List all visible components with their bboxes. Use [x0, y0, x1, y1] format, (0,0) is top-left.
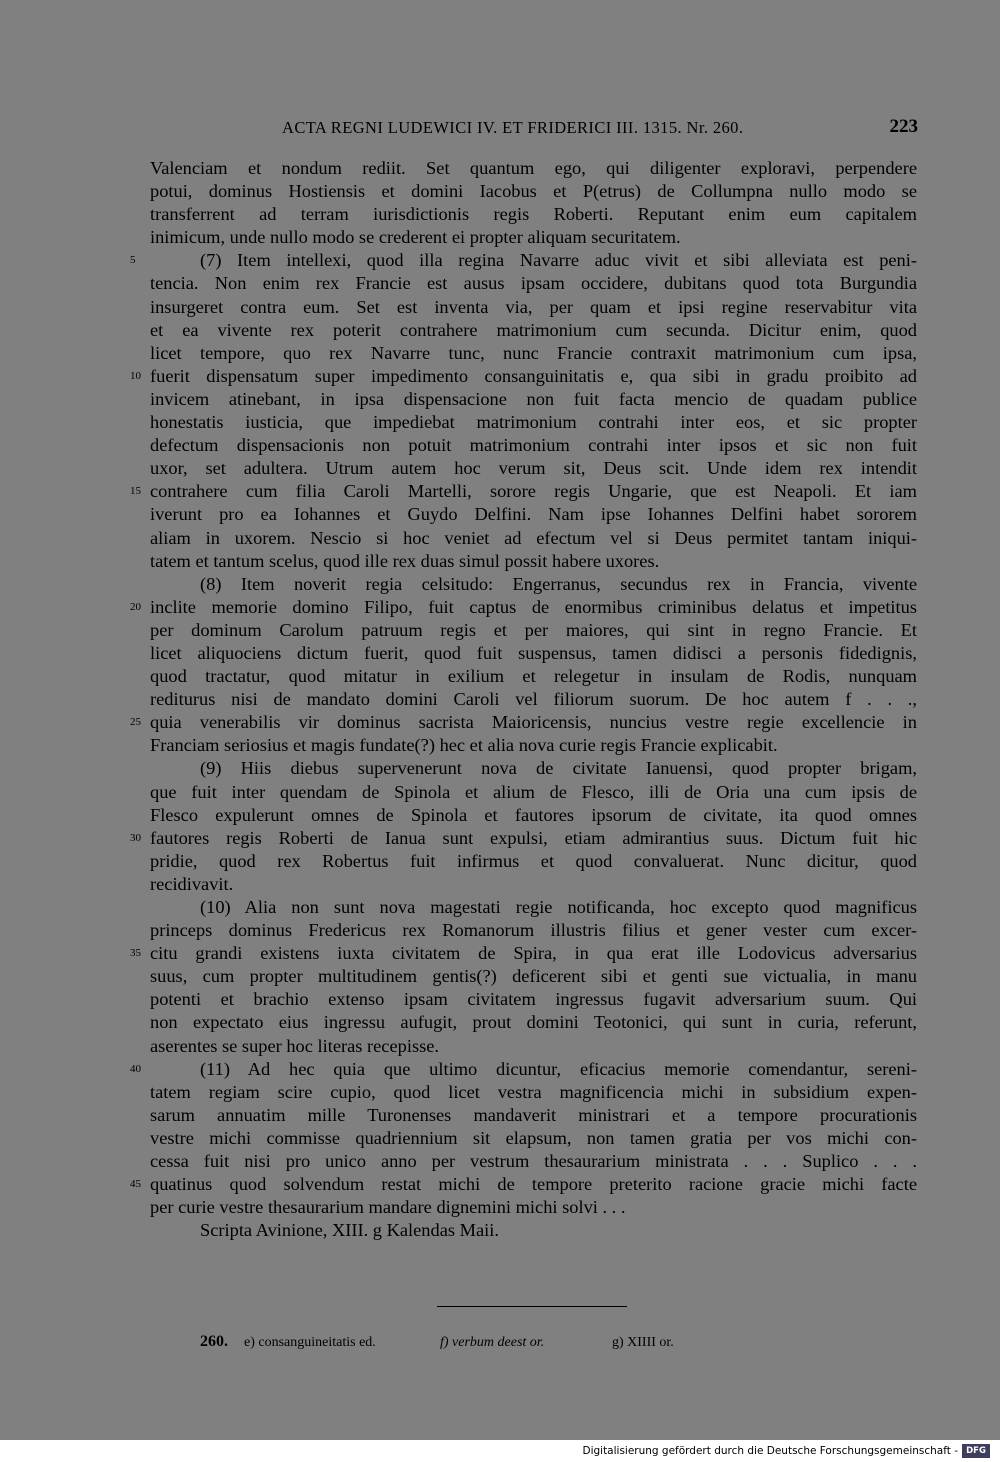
text-line [150, 1127, 917, 1150]
line-text: tatem et tantum scelus, quod ille rex duas simul possit habere uxores. [150, 550, 660, 571]
line-text: et ea vivente rex poterit contrahere matrimonium cum secunda. Dicitur enim, quod [150, 319, 917, 340]
line-text: tencia. Non enim rex Francie est ausus ipsam occidere, dubitans quod tota Burgundia [150, 273, 917, 294]
text-line [150, 1196, 917, 1219]
text-line [130, 942, 917, 965]
text-line [150, 850, 917, 873]
text-line [150, 272, 917, 295]
text-line [150, 573, 917, 596]
text-line [150, 457, 917, 480]
text-line [130, 711, 917, 734]
text-line [150, 619, 917, 642]
text-line [150, 757, 917, 780]
text-line [150, 411, 917, 434]
digitization-notice: Digitalisierung gefördert durch die Deutsche Forschungsgemeinschaft - [582, 1445, 958, 1457]
text-line [150, 1219, 917, 1242]
text-line [130, 480, 917, 503]
line-text: non expectato eius ingressu aufugit, prout domini Teotonici, qui sunt in curia, referunt, [150, 1012, 917, 1033]
text-line [150, 180, 917, 203]
text-line [150, 896, 917, 919]
text-line [130, 1058, 917, 1081]
text-line [150, 1081, 917, 1104]
line-text: Flesco expulerunt omnes de Spinola et fautores ipsorum de civitate, ita quod omnes [150, 804, 917, 825]
line-text: quod tractatur, quod mitatur in exilium et relegetur in insulam de Rodis, nunquam [150, 666, 917, 687]
line-number: 15 [130, 485, 141, 498]
text-line [150, 503, 917, 526]
text-line [150, 157, 917, 180]
line-text: honestatis iusticia, que impediebat matrimonium contrahi inter eos, et sic propter [150, 412, 917, 433]
text-line [150, 919, 917, 942]
line-text: cessa fuit nisi pro unico anno per vestrum thesaurarium ministrata . . . Suplico . . . [150, 1151, 917, 1172]
line-text: recidivavit. [150, 873, 234, 894]
line-text: (10) Alia non sunt nova magestati regie notificanda, hoc excepto quod magnificus [200, 897, 917, 917]
line-text: (11) Ad hec quia que ultimo dicuntur, eficacius memorie comendantur, sereni- [200, 1058, 917, 1079]
line-text: vestre michi commisse quadriennium sit elapsum, non tamen gratia per vos michi con- [150, 1127, 917, 1148]
footer [0, 1440, 1000, 1462]
text-line [130, 365, 917, 388]
line-text: rediturus nisi de mandato domini Caroli vel filiorum suorum. De hoc autem f . . ., [150, 689, 917, 710]
text-line [130, 249, 917, 272]
line-text: quia venerabilis vir dominus sacrista Maioricensis, nuncius vestre regie excellencie in [150, 712, 917, 733]
line-text: invicem atinebant, in ipsa dispensacione non fuit facta mencio de quadam publice [150, 388, 917, 409]
text-line [150, 1150, 917, 1173]
text-line [150, 550, 917, 573]
line-text: Valenciam et nondum rediit. Set quantum ego, qui diligenter exploravi, perpendere [150, 158, 917, 178]
text-line [150, 434, 917, 457]
text-line [150, 688, 917, 711]
text-line [150, 965, 917, 988]
text-line [150, 1035, 917, 1058]
line-number: 45 [130, 1178, 141, 1191]
text-line [150, 296, 917, 319]
running-title: ACTA REGNI LUDEWICI IV. ET FRIDERICI III. 1315. Nr. 260. [282, 118, 744, 137]
body-text [130, 157, 917, 1242]
line-number: 5 [130, 254, 136, 267]
line-text: Franciam seriosius et magis fundate(?) hec et alia nova curie regis Francie explicabit. [150, 735, 778, 756]
text-line [150, 226, 917, 249]
text-line [150, 319, 917, 342]
footnote-e: e) consanguineitatis ed. [244, 1335, 376, 1350]
line-text: uxor, set adultera. Utrum autem hoc verum sit, Deus scit. Unde idem rex intendit [150, 458, 917, 479]
line-text: Scripta Avinione, XIII. g Kalendas Maii. [200, 1220, 499, 1241]
line-text: contrahere cum filia Caroli Martelli, sorore regis Ungarie, que est Neapoli. Et iam [150, 481, 917, 502]
text-line [150, 665, 917, 688]
line-text: transferrent ad terram iurisdictionis regis Roberti. Reputant enim eum capitalem [150, 204, 917, 225]
text-line [150, 1011, 917, 1034]
text-line [130, 827, 917, 850]
footnote-f: f) verbum deest or. [440, 1335, 545, 1350]
line-text: aliam in uxorem. Nescio si hoc veniet ad efectum vel si Deus permitet tantam iniqui- [150, 527, 917, 548]
text-line [150, 804, 917, 827]
footnote-doc-number: 260. [200, 1333, 228, 1350]
line-text: sarum annuatim mille Turonenses mandaverit ministrari et a tempore procurationis [150, 1104, 917, 1125]
line-number: 25 [130, 716, 141, 729]
text-line [130, 596, 917, 619]
text-line [150, 642, 917, 665]
line-text: iverunt pro ea Iohannes et Guydo Delfini. Nam ipse Iohannes Delfini habet sororem [150, 504, 917, 525]
line-text: princeps dominus Fredericus rex Romanorum illustris filius et gener vester cum excer- [150, 920, 917, 941]
text-line [150, 527, 917, 550]
line-number: 30 [130, 831, 141, 844]
line-number: 20 [130, 600, 141, 613]
line-text: inclite memorie domino Filipo, fuit captus de enormibus criminibus delatus et impetitus [150, 596, 917, 617]
line-text: (9) Hiis diebus supervenerunt nova de civitate Ianuensi, quod propter brigam, [200, 758, 917, 779]
line-text: (7) Item intellexi, quod illa regina Navarre aduc vivit et sibi alleviata est peni- [200, 250, 917, 271]
dfg-logo: DFG [962, 1444, 990, 1458]
text-line [150, 388, 917, 411]
line-text: potui, dominus Hostiensis et domini Iacobus et P(etrus) de Collumpna nullo modo se [150, 181, 917, 202]
text-line [150, 203, 917, 226]
line-text: fuerit dispensatum super impedimento consanguinitatis e, qua sibi in gradu proibito ad [150, 365, 917, 386]
page-number: 223 [889, 116, 918, 137]
line-text: que fuit inter quendam de Spinola et alium de Flesco, illi de Oria una cum ipsis de [150, 781, 917, 802]
line-text: per curie vestre thesaurarium mandare dignemini michi solvi . . . [150, 1197, 626, 1218]
text-line [150, 342, 917, 365]
text-line [150, 1104, 917, 1127]
line-text: aserentes se super hoc literas recepisse. [150, 1035, 440, 1056]
line-text: quatinus quod solvendum restat michi de tempore preterito racione gracie michi facte [150, 1174, 917, 1195]
text-line [150, 781, 917, 804]
line-text: (8) Item noverit regia celsitudo: Engerranus, secundus rex in Francia, vivente [200, 573, 917, 594]
footnote-g: g) XIIII or. [612, 1335, 674, 1350]
line-number: 35 [130, 947, 141, 960]
line-text: pridie, quod rex Robertus fuit infirmus et quod convaluerat. Nunc dicitur, quod [150, 850, 917, 871]
text-line [150, 988, 917, 1011]
line-text: fautores regis Roberti de Ianua sunt expulsi, etiam admirantius suus. Dictum fuit hic [150, 827, 917, 848]
text-line [150, 873, 917, 896]
line-number: 40 [130, 1062, 141, 1075]
line-text: citu grandi existens iuxta civitatem de Spira, in qua erat ille Lodovicus adversarius [150, 943, 917, 964]
text-line [150, 734, 917, 757]
line-number: 10 [130, 369, 141, 382]
line-text: potenti et brachio extenso ipsam civitatem ingressus fugavit adversarium suum. Qui [150, 989, 917, 1010]
line-text: licet tempore, quo rex Navarre tunc, nunc Francie contraxit matrimonium cum ipsa, [150, 342, 917, 363]
page-header [150, 116, 920, 142]
line-text: tatem regiam scire cupio, quod licet vestra magnificencia michi in subsidium expen- [150, 1081, 917, 1102]
line-text: licet aliquociens dictum fuerit, quod fuit suspensus, tamen didisci a personis fidedignis, [150, 642, 917, 663]
footnotes [200, 1330, 700, 1354]
line-text: suus, cum propter multitudinem gentis(?) deficerent sibi et genti sue victualia, in manu [150, 966, 917, 987]
footnote-rule [437, 1306, 627, 1307]
line-text: inimicum, unde nullo modo se crederent ei propter aliquam securitatem. [150, 227, 681, 248]
line-text: per dominum Carolum patruum regis et per maiores, qui sint in regno Francie. Et [150, 619, 917, 640]
line-text: insurgeret contra eum. Set est inventa via, per quam et ipsi regine reservabitur vita [150, 296, 917, 317]
text-line [130, 1173, 917, 1196]
line-text: defectum dispensacionis non potuit matrimonium contrahi inter ipsos et sic non fuit [150, 435, 917, 456]
